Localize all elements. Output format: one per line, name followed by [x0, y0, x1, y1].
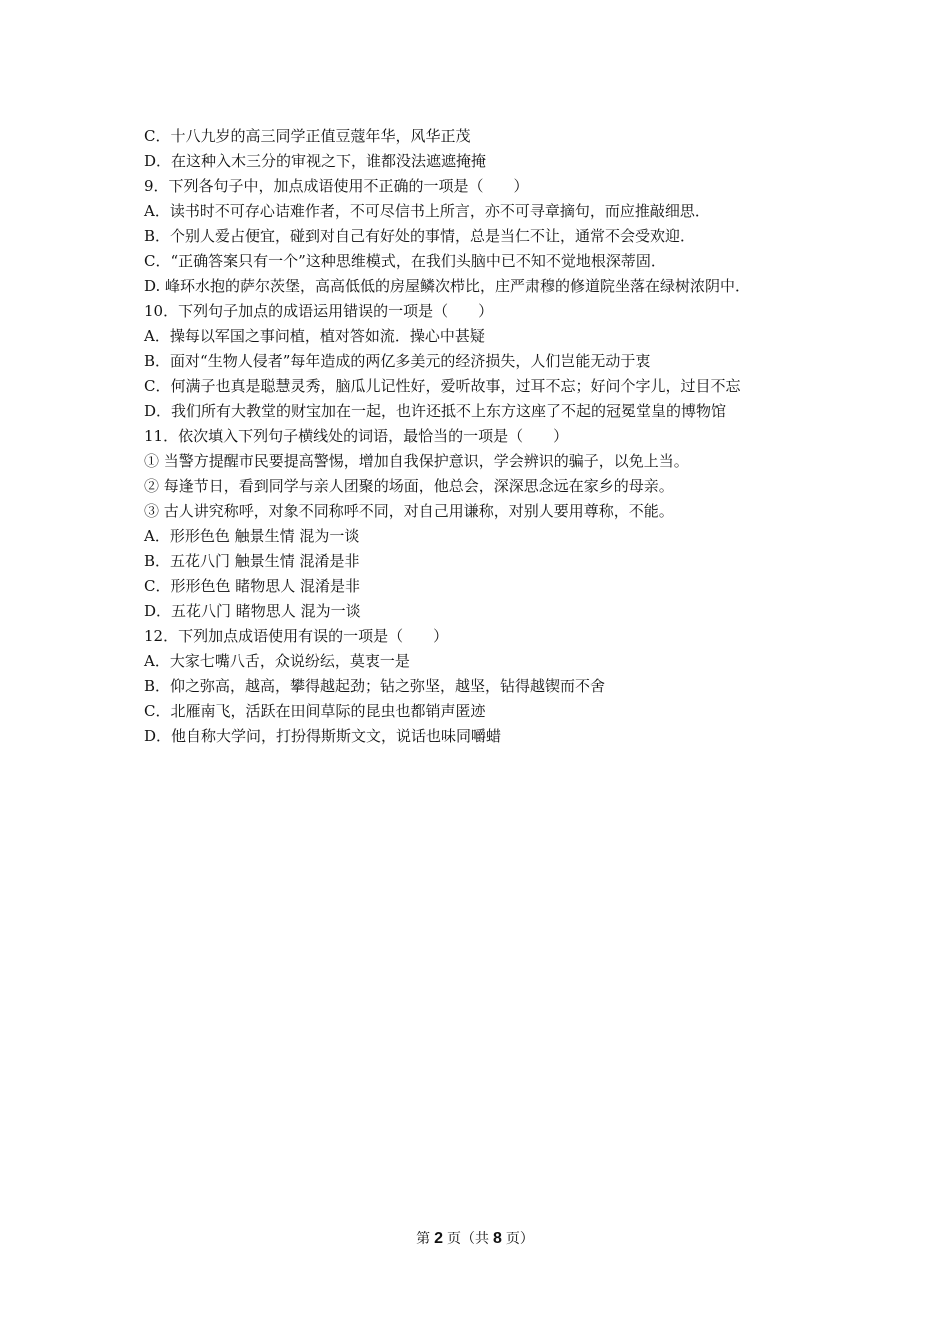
- total-page-number: 8: [493, 1230, 502, 1247]
- option-line: A．大家七嘴八舌，众说纷纭，莫衷一是: [144, 652, 410, 670]
- option-line: C．何满子也真是聪慧灵秀，脑瓜儿记性好，爱听故事，过耳不忘；好问个字儿，过目不忘: [144, 377, 741, 395]
- option-line: C．形形色色 睹物思人 混淆是非: [144, 577, 361, 595]
- option-line: B．个别人爱占便宜，碰到对自己有好处的事情，总是当仁不让，通常不会受欢迎．: [144, 227, 696, 245]
- question-line: 12．下列加点成语使用有误的一项是（ ）: [144, 627, 449, 645]
- footer-middle: 页（共: [447, 1231, 489, 1247]
- option-line: B．五花八门 触景生情 混淆是非: [144, 552, 360, 570]
- page-footer: [0, 1228, 950, 1250]
- sentence-line: ① 当警方提醒市民要提高警惕，增加自我保护意识，学会辨识的骗子，以免上当。: [144, 452, 689, 470]
- option-line: D．五花八门 睹物思人 混为一谈: [144, 602, 361, 620]
- option-line: A．操每以军国之事问植，植对答如流．操心中甚疑: [144, 327, 485, 345]
- option-line: D. 峰环水抱的萨尔茨堡，高高低低的房屋鳞次栉比，庄严肃穆的修道院坐落在绿树浓阴中．: [144, 277, 751, 295]
- option-line: D．我们所有大教堂的财宝加在一起，也许还抵不上东方这座了不起的冠冕堂皇的博物馆: [144, 402, 727, 420]
- option-line: C．“正确答案只有一个”这种思维模式，在我们头脑中已不知不觉地根深蒂固．: [144, 252, 666, 270]
- option-line: B．面对“生物人侵者”每年造成的两亿多美元的经济损失，人们岂能无动于衷: [144, 352, 651, 370]
- question-line: 11．依次填入下列句子横线处的词语，最恰当的一项是（ ）: [144, 427, 569, 445]
- option-line: A．形形色色 触景生情 混为一谈: [144, 527, 360, 545]
- question-line: 10．下列句子加点的成语运用错误的一项是（ ）: [144, 302, 494, 320]
- document-body: [144, 124, 834, 749]
- footer-suffix: 页）: [505, 1231, 534, 1247]
- sentence-line: ② 每逢节日，看到同学与亲人团聚的场面，他总会，深深思念远在家乡的母亲。: [144, 477, 674, 495]
- footer-prefix: 第: [416, 1231, 431, 1247]
- option-line: D．在这种入木三分的审视之下，谁都没法遮遮掩掩: [144, 152, 487, 170]
- question-line: 9．下列各句子中，加点成语使用不正确的一项是（ ）: [144, 177, 529, 195]
- sentence-line: ③ 古人讲究称呼，对象不同称呼不同，对自己用谦称，对别人要用尊称，不能。: [144, 502, 674, 520]
- option-line: D．他自称大学问，打扮得斯斯文文，说话也味同嚼蜡: [144, 727, 502, 745]
- option-line: A．读书时不可存心诘难作者，不可尽信书上所言，亦不可寻章摘句，而应推敲细思．: [144, 202, 710, 220]
- current-page-number: 2: [434, 1230, 443, 1247]
- option-line: C．北雁南飞，活跃在田间草际的昆虫也都销声匿迹: [144, 702, 486, 720]
- option-line: B．仰之弥高，越高，攀得越起劲；钻之弥坚，越坚，钻得越锲而不舍: [144, 677, 606, 695]
- option-line: C．十八九岁的高三同学正值豆蔻年华，风华正茂: [144, 127, 471, 145]
